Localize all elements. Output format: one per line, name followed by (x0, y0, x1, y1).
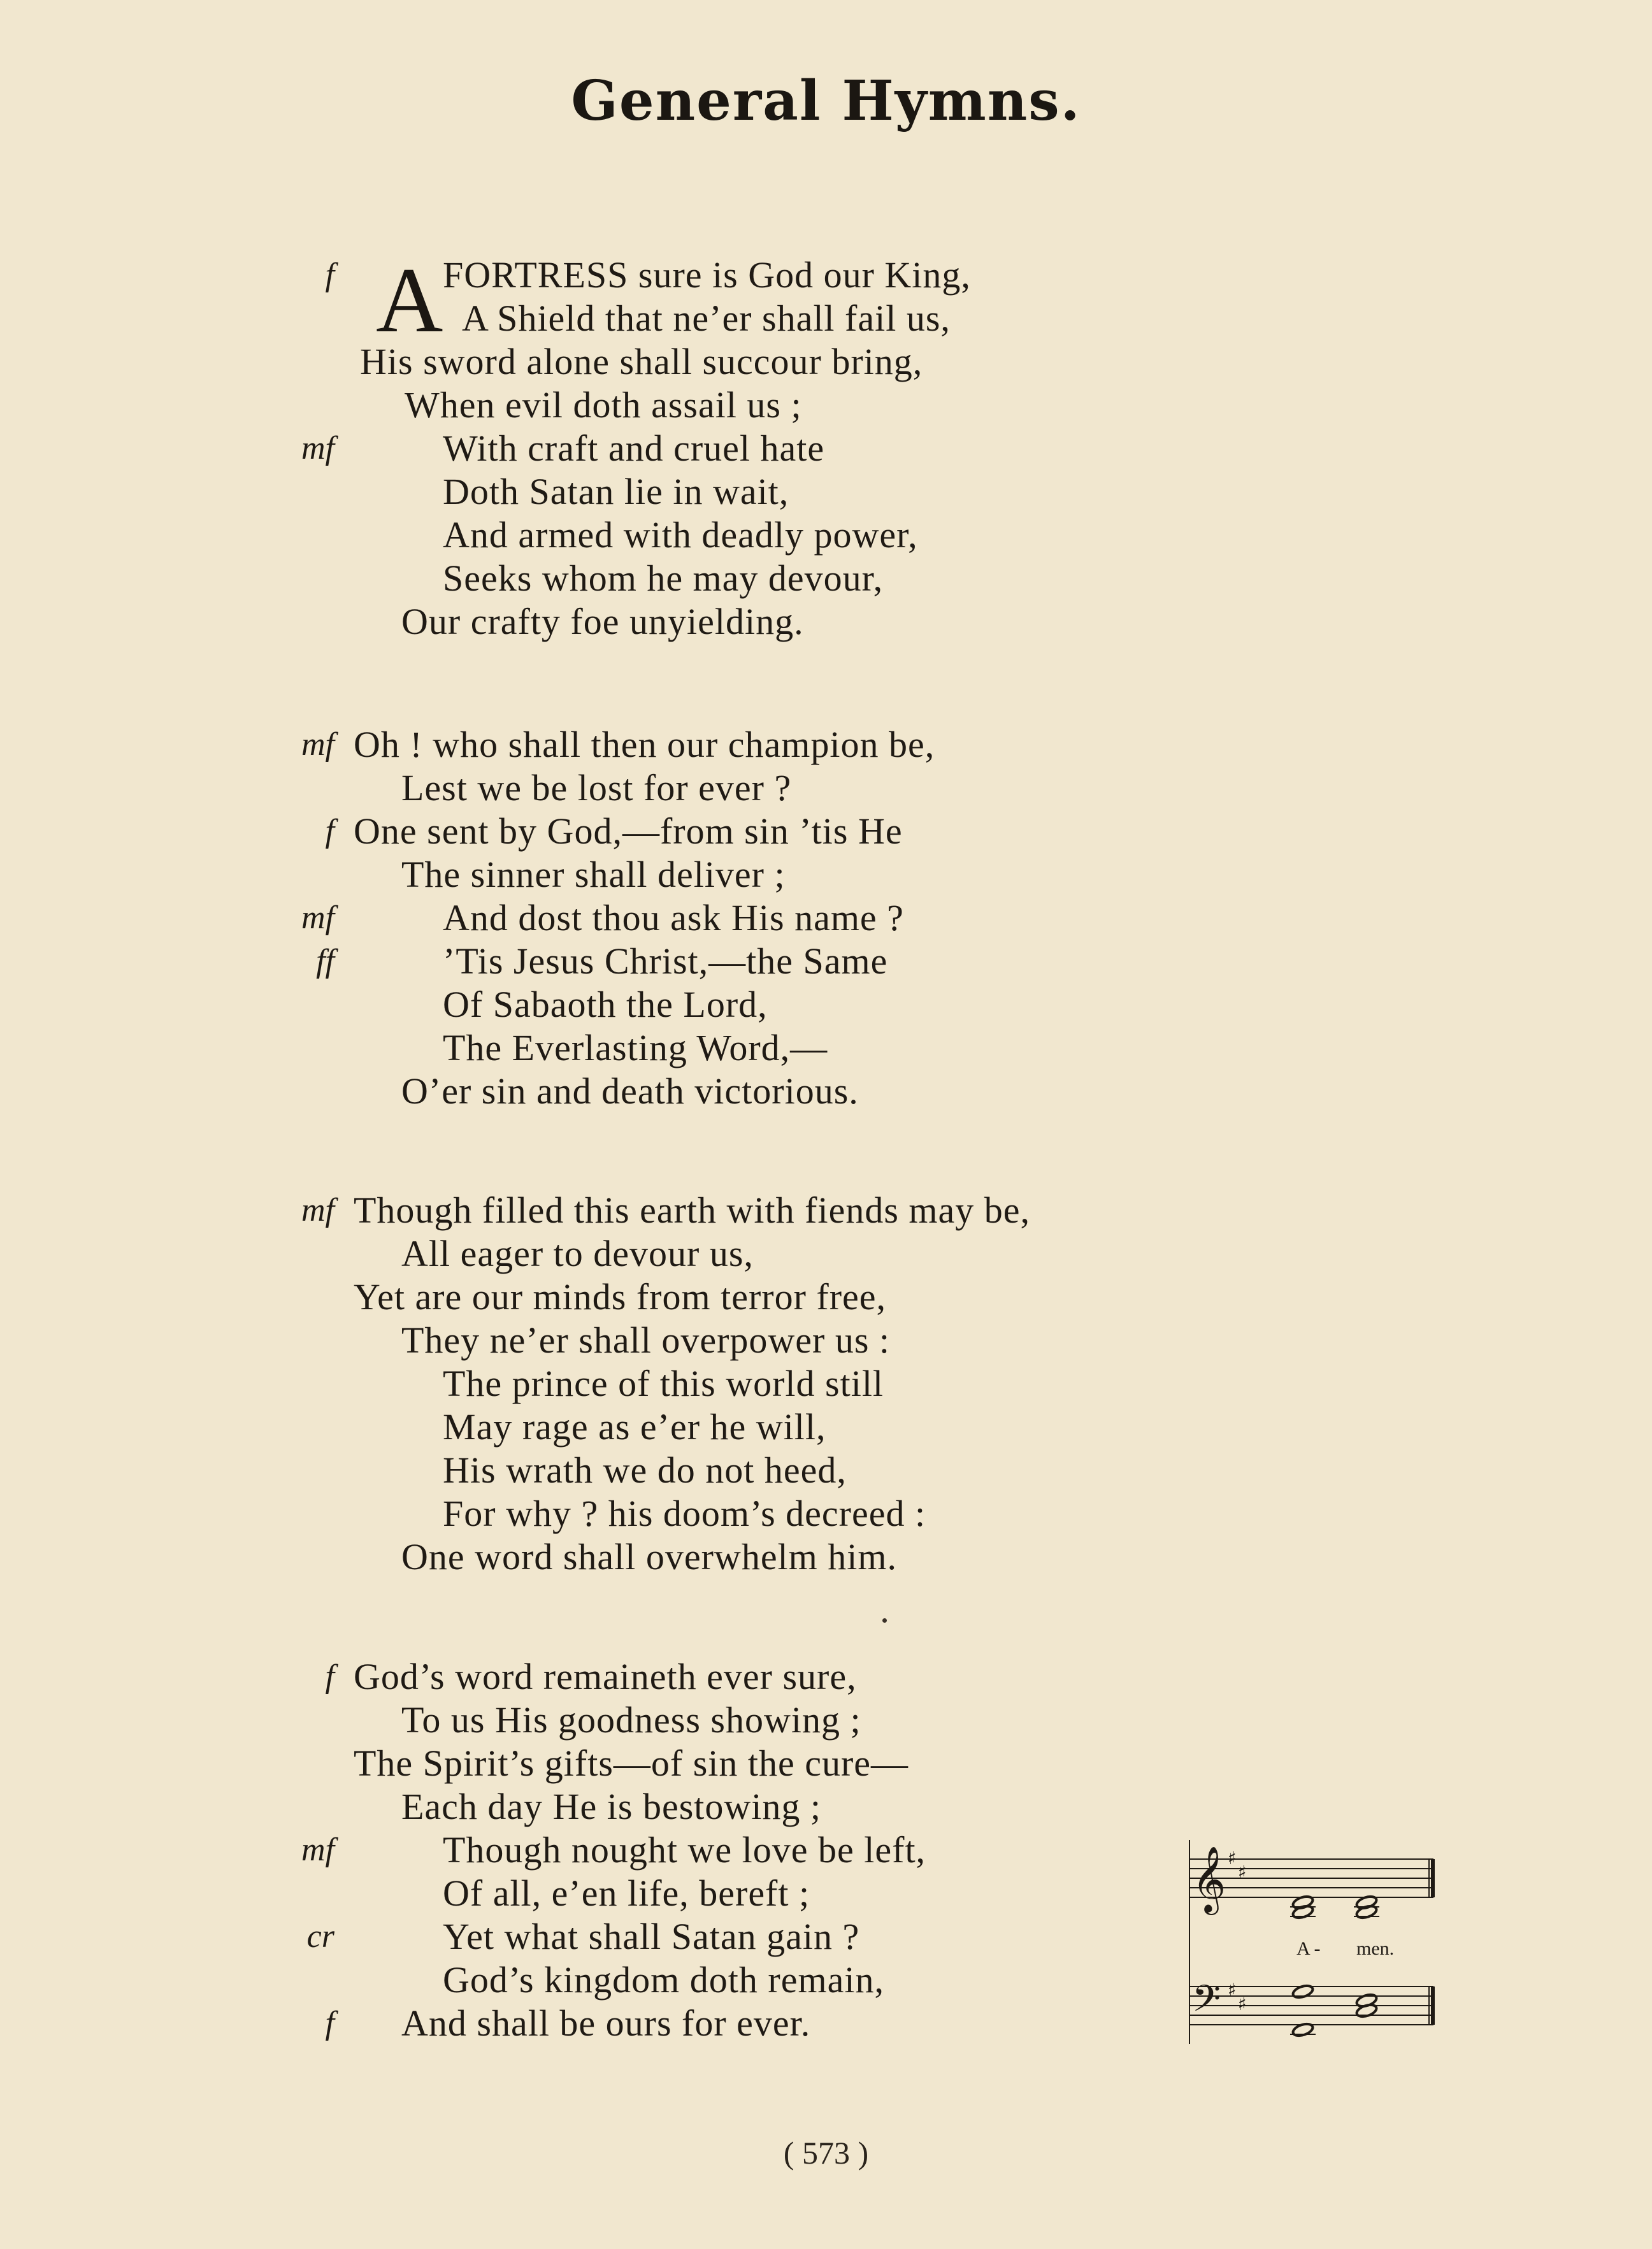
verse-text: Yet what shall Satan gain ? (443, 1916, 860, 1957)
verse-text: May rage as e’er he will, (443, 1406, 826, 1448)
verse-text: Though nought we love be left, (443, 1829, 926, 1871)
verse-text: Of all, e’en life, bereft ; (443, 1872, 810, 1914)
verse-text: Of Sabaoth the Lord, (443, 984, 768, 1025)
verse-text: And shall be ours for ever. (401, 2002, 811, 2044)
verse-text: O’er sin and death victorious. (401, 1070, 859, 1112)
verse-line (0, 1535, 1652, 1579)
verse-text: The sinner shall deliver ; (401, 854, 786, 895)
verse-line (0, 1655, 1652, 1699)
verse-text: Doth Satan lie in wait, (443, 471, 789, 512)
verse-line (0, 1362, 1652, 1405)
verse-line (0, 557, 1652, 600)
dynamic-marking: mf (301, 1832, 334, 1868)
verse-line (0, 810, 1652, 853)
dynamic-marking: ff (316, 943, 334, 979)
amen-music-notation (1188, 1834, 1446, 2050)
svg-text:♯: ♯ (1228, 1980, 1237, 2001)
verse-text: To us His goodness showing ; (401, 1699, 861, 1741)
dynamic-marking: f (325, 2005, 334, 2041)
verse-line (0, 600, 1652, 643)
svg-text:♯: ♯ (1228, 1848, 1237, 1869)
dynamic-marking: mf (301, 1192, 334, 1228)
verse-line (0, 1405, 1652, 1449)
verse-text: They ne’er shall overpower us : (401, 1319, 891, 1361)
verse-text: Each day He is bestowing ; (401, 1786, 822, 1827)
verse-line (0, 1785, 1652, 1829)
verse-line (0, 1275, 1652, 1319)
verse-text: When evil doth assail us ; (405, 384, 802, 426)
verse-text: All eager to devour us, (401, 1233, 754, 1274)
verse-line (0, 384, 1652, 427)
print-speck (882, 1618, 887, 1623)
verse-text: A Shield that ne’er shall fail us, (462, 298, 951, 339)
verse-text: His wrath we do not heed, (443, 1449, 847, 1491)
verse-line (0, 1026, 1652, 1070)
verse-line (0, 470, 1652, 514)
svg-text:♯: ♯ (1238, 1994, 1247, 2015)
verse-line (0, 254, 1652, 297)
verse-text: ’Tis Jesus Christ,—the Same (443, 940, 888, 982)
verse-line (0, 1319, 1652, 1362)
verse-line (0, 297, 1652, 340)
verse-line (0, 427, 1652, 470)
page-title: General Hymns. (571, 69, 1081, 133)
verse-text: Yet are our minds from terror free, (354, 1276, 887, 1318)
verse-text: Oh ! who shall then our champion be, (354, 724, 935, 765)
verse-text: Our crafty foe unyielding. (401, 601, 804, 642)
verse-line (0, 723, 1652, 766)
dynamic-marking: mf (301, 726, 334, 763)
verse-text: And dost thou ask His name ? (443, 897, 904, 938)
dynamic-marking: cr (306, 1918, 334, 1955)
verse-text: And armed with deadly power, (443, 514, 918, 556)
verse-line (0, 766, 1652, 810)
dynamic-marking: mf (301, 900, 334, 936)
verse-text: The prince of this world still (443, 1363, 884, 1404)
svg-text:𝄢: 𝄢 (1192, 1977, 1221, 2029)
page-number: ( 573 ) (783, 2135, 869, 2171)
dynamic-marking: f (325, 257, 334, 293)
verse-text: The Spirit’s gifts—of sin the cure— (354, 1742, 909, 1784)
verse-line (0, 983, 1652, 1026)
verse-line (0, 1232, 1652, 1275)
verse-line (0, 853, 1652, 896)
dynamic-marking: f (325, 1658, 334, 1695)
verse-text: His sword alone shall succour bring, (360, 341, 923, 382)
verse-text: God’s kingdom doth remain, (443, 1959, 884, 2001)
amen-syllable-1: A - (1296, 1938, 1321, 1959)
svg-text:𝄞: 𝄞 (1192, 1846, 1226, 1913)
verse-text: Though filled this earth with fiends may be, (354, 1189, 1031, 1231)
verse-line (0, 940, 1652, 983)
drop-cap: A (376, 248, 443, 352)
verse-line (0, 514, 1652, 557)
dynamic-marking: mf (301, 430, 334, 466)
dynamic-marking: f (325, 813, 334, 849)
verse-line (0, 1492, 1652, 1535)
svg-text:♯: ♯ (1238, 1862, 1247, 1883)
verse-text: The Everlasting Word,— (443, 1027, 828, 1068)
amen-syllable-2: men. (1356, 1938, 1395, 1959)
verse-line (0, 1070, 1652, 1113)
verse-text: One word shall overwhelm him. (401, 1536, 898, 1577)
verse-line (0, 1699, 1652, 1742)
verse-text: With craft and cruel hate (443, 428, 825, 469)
verse-text: For why ? his doom’s decreed : (443, 1493, 926, 1534)
verse-text: One sent by God,—from sin ’tis He (354, 810, 903, 852)
verse-line (0, 1449, 1652, 1492)
verse-text: FORTRESS sure is God our King, (443, 254, 971, 296)
verse-text: God’s word remaineth ever sure, (354, 1656, 857, 1697)
verse-text: Lest we be lost for ever ? (401, 767, 792, 808)
verse-line (0, 1189, 1652, 1232)
verse-line (0, 340, 1652, 384)
verse-line (0, 896, 1652, 940)
verse-line (0, 1742, 1652, 1785)
verse-text: Seeks whom he may devour, (443, 557, 884, 599)
